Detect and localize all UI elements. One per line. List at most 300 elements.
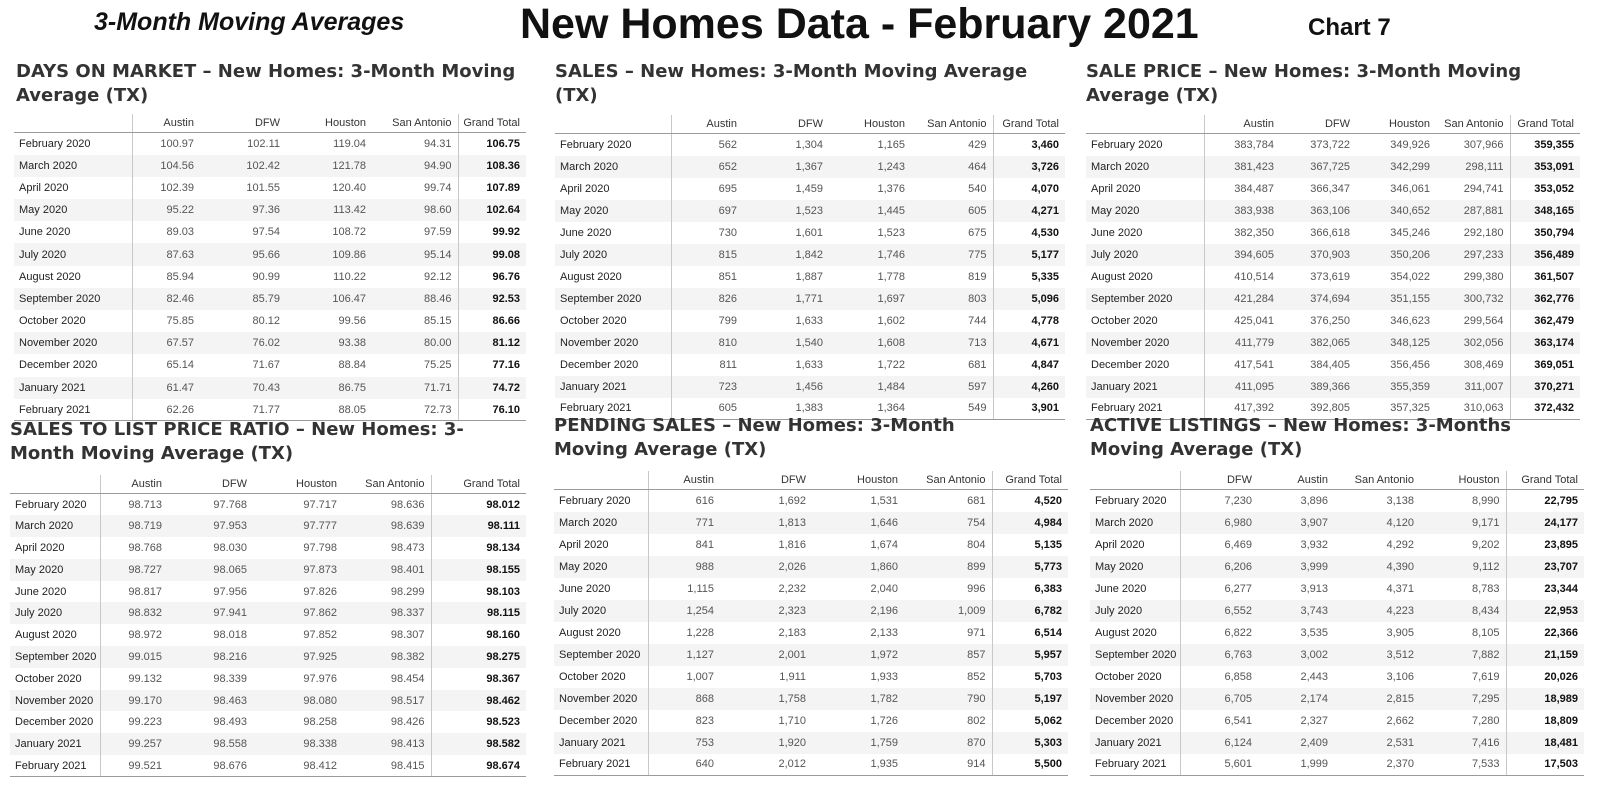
column-header: Houston [253,475,343,494]
grand-total-cell: 18,809 [1506,710,1584,732]
row-label: August 2020 [554,622,648,644]
column-header: Grand Total [431,475,526,494]
grand-total-cell: 74.72 [458,377,526,399]
row-label: April 2020 [14,177,132,199]
grand-total-cell: 17,503 [1506,754,1584,776]
table-cell: 2,323 [720,600,812,622]
table-row [1086,178,1580,200]
column-header: DFW [743,115,829,134]
table-row [554,688,1068,710]
table-cell: 97.717 [303,498,337,511]
table-cell: 1,813 [720,512,812,534]
table-cell: 97.826 [303,585,337,598]
table-cell: 80.12 [252,315,280,328]
table-cell: 1,459 [795,182,823,195]
table-cell: 98.676 [168,755,253,777]
table-cell: 366,618 [1310,226,1350,239]
table-cell: 1,304 [795,138,823,151]
row-label: March 2020 [554,512,648,534]
panel-sales [555,60,1065,420]
table-cell: 98.972 [128,629,162,642]
table-cell: 98.413 [343,733,431,755]
row-label: October 2020 [1090,666,1180,688]
data-table [10,475,526,777]
column-header: Grand Total [993,115,1065,134]
table-row [14,310,526,332]
table-cell: 605 [911,200,993,222]
panel-active-listings [1090,414,1584,776]
table-cell: 744 [968,314,987,327]
table-cell: 98.719 [100,515,168,537]
table-cell: 1,759 [812,732,904,754]
table-row [1090,688,1584,710]
table-cell: 753 [648,732,720,754]
row-label: November 2020 [555,332,671,354]
row-label: February 2021 [1086,398,1204,420]
table-row [10,711,526,733]
table-cell: 71.67 [252,359,280,372]
table-cell: 98.337 [343,602,431,624]
table-row [554,512,1068,534]
table-cell: 98.382 [343,646,431,668]
header-corner [554,471,648,490]
grand-total-cell: 98.275 [431,646,526,668]
column-header: Houston [286,114,372,133]
table-cell: 373,722 [1310,138,1350,151]
table-cell: 851 [718,270,737,283]
table-cell: 819 [968,270,987,283]
grand-total-cell: 98.115 [431,602,526,624]
table-cell: 1,710 [778,714,806,727]
table-cell: 1,540 [743,332,829,354]
table-cell: 899 [904,556,992,578]
table-cell: 363,106 [1280,200,1356,222]
table-cell: 4,390 [1334,556,1420,578]
grand-total-cell: 6,383 [992,578,1068,600]
row-label: September 2020 [1090,644,1180,666]
grand-total-cell: 21,159 [1506,644,1584,666]
grand-total-cell: 6,782 [992,600,1068,622]
table-row [1086,244,1580,266]
row-label: August 2020 [10,624,100,646]
table-cell: 6,705 [1180,688,1258,710]
table-cell: 75.85 [166,315,194,328]
table-row [555,244,1065,266]
panel-title: ACTIVE LISTINGS – New Homes: 3-Months Moving Average (TX) [1090,415,1512,460]
table-cell: 356,456 [1390,358,1430,371]
table-cell: 384,487 [1234,182,1274,195]
table-row [14,221,526,243]
table-cell: 540 [968,182,987,195]
table-cell: 98.307 [390,629,425,642]
row-label: July 2020 [554,600,648,622]
table-cell: 3,905 [1386,626,1414,639]
table-cell: 99.257 [100,733,168,755]
panel-title: SALE PRICE – New Homes: 3-Month Moving Average (TX) [1086,61,1522,106]
row-label: January 2021 [555,376,671,398]
table-cell: 3,896 [1300,494,1328,507]
table-cell: 383,938 [1204,200,1280,222]
table-row [555,376,1065,398]
table-cell: 104.56 [132,155,200,177]
row-label: October 2020 [10,668,100,690]
table-cell: 868 [648,688,720,710]
row-label: August 2020 [14,266,132,288]
row-label: May 2020 [554,556,648,578]
table-header-row [1090,471,1584,490]
table-row [10,602,526,624]
table-cell: 1,633 [795,358,823,371]
table-cell: 1,692 [778,494,806,507]
grand-total-cell: 108.36 [458,155,526,177]
table-row [554,556,1068,578]
table-cell: 681 [968,358,987,371]
table-cell: 2,370 [1334,754,1420,776]
table-cell: 98.258 [303,716,337,729]
grand-total-cell: 99.08 [458,243,526,265]
table-cell: 5,601 [1180,754,1258,776]
table-cell: 297,233 [1436,244,1510,266]
grand-total-cell: 18,989 [1506,688,1584,710]
table-row [554,666,1068,688]
table-cell: 1,456 [743,376,829,398]
table-cell: 346,623 [1390,314,1430,327]
row-label: September 2020 [554,644,648,666]
panel-title: SALES – New Homes: 3-Month Moving Average (TX) [555,61,1028,106]
table-cell: 302,056 [1436,332,1510,354]
table-cell: 754 [904,512,992,534]
table-row [1090,732,1584,754]
table-cell: 120.40 [332,181,366,194]
row-label: February 2020 [14,133,132,155]
table-cell: 98.817 [128,585,162,598]
table-cell: 357,325 [1356,398,1436,420]
table-cell: 2,443 [1300,670,1328,683]
table-row [10,559,526,581]
table-row [1090,600,1584,622]
grand-total-cell: 98.674 [431,755,526,777]
column-header: DFW [1280,115,1356,134]
data-table [14,114,526,421]
table-cell: 971 [967,626,986,639]
table-row [555,266,1065,288]
table-cell: 382,065 [1280,332,1356,354]
table-cell: 85.94 [166,270,194,283]
table-cell: 98.636 [390,498,425,511]
table-cell: 1,746 [829,244,911,266]
table-cell: 389,366 [1280,376,1356,398]
table-cell: 97.59 [423,226,452,239]
column-header: DFW [168,475,253,494]
table-cell: 292,180 [1463,226,1504,239]
table-cell: 370,903 [1280,244,1356,266]
row-label: February 2021 [14,399,132,421]
table-cell: 1,115 [687,582,714,595]
row-label: October 2020 [554,666,648,688]
table-cell: 82.46 [132,288,200,310]
table-row [555,288,1065,310]
grand-total-cell: 6,514 [992,622,1068,644]
table-cell: 562 [718,138,737,151]
table-cell: 410,514 [1234,270,1274,283]
column-header: Austin [1204,115,1280,134]
table-cell: 1,999 [1258,754,1334,776]
row-label: October 2020 [555,310,671,332]
table-cell: 99.223 [128,716,162,729]
data-table [555,115,1065,420]
row-label: February 2020 [555,134,671,156]
table-cell: 102.42 [200,155,286,177]
row-label: March 2020 [14,155,132,177]
row-label: March 2020 [10,515,100,537]
table-cell: 92.12 [423,270,452,283]
table-cell: 94.90 [372,155,458,177]
table-cell: 6,980 [1180,512,1258,534]
table-cell: 1,531 [870,494,898,507]
row-label: January 2021 [10,733,100,755]
table-cell: 98.401 [343,559,431,581]
table-cell: 799 [718,314,737,327]
table-cell: 804 [967,538,986,551]
table-cell: 94.31 [423,137,452,150]
table-cell: 1,887 [795,270,823,283]
table-cell: 857 [904,644,992,666]
table-cell: 95.14 [372,243,458,265]
subtitle-moving-averages: 3-Month Moving Averages [94,8,405,36]
table-cell: 75.25 [423,359,452,372]
table-cell: 790 [904,688,992,710]
table-cell: 98.454 [390,672,425,685]
table-cell: 4,292 [1386,538,1414,551]
grand-total-cell: 5,096 [993,288,1065,310]
table-cell: 802 [967,714,986,727]
table-cell: 1,608 [829,332,911,354]
table-cell: 346,061 [1390,182,1430,195]
table-cell: 425,041 [1234,314,1274,327]
table-cell: 771 [648,512,720,534]
table-cell: 384,405 [1310,358,1350,371]
table-cell: 300,732 [1436,288,1510,310]
column-header: DFW [720,471,812,490]
grand-total-cell: 362,776 [1510,288,1580,310]
table-cell: 98.216 [168,646,253,668]
table-cell: 1,972 [812,644,904,666]
table-cell: 67.57 [132,332,200,354]
table-cell: 2,815 [1334,688,1420,710]
table-cell: 340,652 [1356,200,1436,222]
table-cell: 2,174 [1258,688,1334,710]
table-row [1090,644,1584,666]
table-cell: 723 [671,376,743,398]
row-label: November 2020 [1090,688,1180,710]
row-label: July 2020 [1090,600,1180,622]
chart-number-label: Chart 7 [1308,14,1391,41]
row-label: June 2020 [555,222,671,244]
table-cell: 95.22 [132,199,200,221]
column-header: Grand Total [1510,115,1580,134]
table-cell: 2,232 [778,582,806,595]
table-cell: 97.798 [303,541,337,554]
table-cell: 121.78 [286,155,372,177]
table-cell: 98.639 [343,515,431,537]
panel-sales-to-list-ratio [10,418,526,777]
table-cell: 7,882 [1420,644,1506,666]
row-label: June 2020 [1090,578,1180,600]
table-cell: 80.00 [372,332,458,354]
grand-total-cell: 348,165 [1510,200,1580,222]
table-header-row [14,114,526,133]
data-table [1086,115,1580,420]
table-cell: 61.47 [132,377,200,399]
table-cell: 85.79 [200,288,286,310]
grand-total-cell: 4,847 [993,354,1065,376]
grand-total-cell: 362,479 [1510,310,1580,332]
row-label: July 2020 [14,243,132,265]
table-cell: 354,022 [1390,270,1430,283]
table-cell: 1,228 [686,626,714,639]
table-cell: 7,619 [1471,670,1500,683]
grand-total-cell: 4,671 [993,332,1065,354]
table-row [555,354,1065,376]
table-cell: 383,784 [1234,138,1274,151]
table-cell: 98.299 [390,585,425,598]
table-cell: 308,469 [1463,358,1504,371]
table-cell: 70.43 [200,377,286,399]
table-cell: 597 [911,376,993,398]
table-cell: 841 [695,538,714,551]
table-cell: 342,299 [1356,156,1436,178]
column-header: San Antonio [911,115,993,134]
table-cell: 98.713 [128,498,162,511]
table-cell: 7,416 [1420,732,1506,754]
row-label: December 2020 [1090,710,1180,732]
table-row [1086,354,1580,376]
data-table [554,471,1068,776]
row-label: December 2020 [14,354,132,376]
table-cell: 99.56 [338,315,366,328]
table-cell: 98.018 [213,629,247,642]
table-cell: 2,001 [720,644,812,666]
table-row [1090,754,1584,776]
table-row [554,622,1068,644]
grand-total-cell: 98.160 [431,624,526,646]
table-cell: 93.38 [286,332,372,354]
column-header: Austin [671,115,743,134]
table-cell: 2,026 [720,556,812,578]
row-label: November 2020 [1086,332,1204,354]
grand-total-cell: 353,052 [1510,178,1580,200]
row-label: August 2020 [1090,622,1180,644]
table-cell: 102.11 [247,137,280,150]
header-corner [1090,471,1180,490]
row-label: September 2020 [14,288,132,310]
column-header: Grand Total [458,114,526,133]
table-cell: 697 [671,200,743,222]
table-cell: 1,646 [812,512,904,534]
table-cell: 616 [695,494,714,507]
row-label: April 2020 [555,178,671,200]
table-cell: 97.777 [253,515,343,537]
table-cell: 7,230 [1224,494,1252,507]
header-corner [555,115,671,134]
table-cell: 730 [718,226,737,239]
table-cell: 113.42 [286,199,372,221]
grand-total-cell: 370,271 [1510,376,1580,398]
grand-total-cell: 5,303 [992,732,1068,754]
table-cell: 350,206 [1356,244,1436,266]
table-cell: 65.14 [166,359,194,372]
row-label: January 2021 [1086,376,1204,398]
row-label: June 2020 [10,581,100,603]
row-label: December 2020 [554,710,648,732]
table-cell: 6,541 [1224,714,1252,727]
table-cell: 3,002 [1258,644,1334,666]
table-cell: 108.72 [332,226,366,239]
table-row [14,288,526,310]
table-cell: 1,911 [779,670,806,683]
table-row [10,515,526,537]
table-row [14,354,526,376]
grand-total-cell: 77.16 [458,354,526,376]
column-header: Austin [132,114,200,133]
table-row [14,266,526,288]
table-cell: 988 [648,556,720,578]
table-row [1090,556,1584,578]
row-label: May 2020 [10,559,100,581]
header-corner [10,475,100,494]
table-cell: 98.832 [100,602,168,624]
table-cell: 652 [671,156,743,178]
table-row [1086,288,1580,310]
table-cell: 9,112 [1420,556,1506,578]
table-row [555,222,1065,244]
table-cell: 71.77 [200,399,286,421]
table-cell: 98.412 [253,755,343,777]
grand-total-cell: 5,177 [993,244,1065,266]
grand-total-cell: 5,703 [992,666,1068,688]
table-row [555,134,1065,156]
table-cell: 90.99 [252,270,280,283]
table-cell: 3,913 [1300,582,1328,595]
table-cell: 2,409 [1258,732,1334,754]
row-label: November 2020 [14,332,132,354]
table-cell: 1,007 [686,670,714,683]
table-cell: 1,782 [812,688,904,710]
row-label: June 2020 [554,578,648,600]
table-cell: 852 [967,670,986,683]
grand-total-cell: 3,901 [993,398,1065,420]
table-cell: 376,250 [1310,314,1350,327]
row-label: April 2020 [1086,178,1204,200]
row-label: November 2020 [554,688,648,710]
page-title: New Homes Data - February 2021 [520,0,1199,48]
table-cell: 72.73 [372,399,458,421]
table-cell: 1,445 [829,200,911,222]
table-cell: 1,165 [877,138,905,151]
column-header: San Antonio [904,471,992,490]
table-row [10,537,526,559]
table-cell: 98.080 [253,690,343,712]
grand-total-cell: 98.134 [431,537,526,559]
table-row [1086,134,1580,156]
table-cell: 99.170 [100,690,168,712]
grand-total-cell: 20,026 [1506,666,1584,688]
table-cell: 3,106 [1386,670,1414,683]
table-cell: 98.768 [128,541,162,554]
grand-total-cell: 98.523 [431,711,526,733]
grand-total-cell: 4,984 [992,512,1068,534]
table-cell: 1,816 [778,538,806,551]
